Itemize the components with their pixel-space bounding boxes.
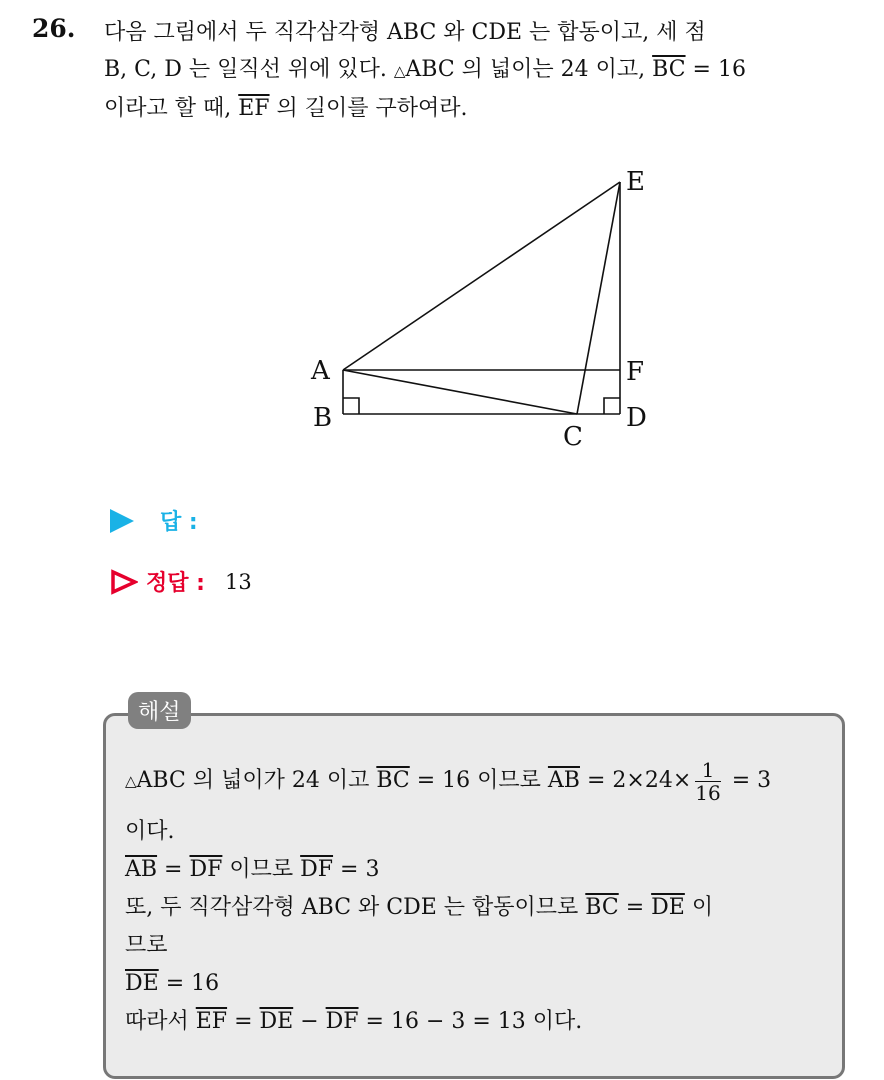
solution-text <box>125 757 835 1041</box>
solution-line-3: $\overline{AB} = \overline{DF}$ 이므로 $\overline{DF} = 3$ <box>125 857 380 882</box>
segment-ac <box>343 370 577 414</box>
geometry-figure <box>300 160 680 460</box>
answer-row <box>110 505 198 536</box>
solution-line-1: △ ABC 의 넓이가 24 이고 $\overline{BC}$ = 16 이므로 $\overline{AB}$ = 2×24× $\frac{1}{16}$ = 3 <box>125 757 772 805</box>
correct-answer-row <box>110 566 252 597</box>
solution-line-6: $\overline{DE} = 16$ <box>125 971 220 996</box>
correct-answer-label: 정답 : <box>146 571 205 596</box>
label-e: E <box>626 167 645 197</box>
right-angle-d <box>604 398 620 414</box>
solution-line-2: 이다. <box>125 819 175 844</box>
solution-line-5: 므로 <box>125 933 168 958</box>
label-d: D <box>626 403 647 433</box>
segment-bc: $\overline{BC}$ <box>652 57 686 82</box>
problem-line-3: 이라고 할 때, $\overline{EF}$ 의 길이를 구하여라. <box>104 96 468 121</box>
label-f: F <box>626 357 645 387</box>
outline-triangle-icon <box>110 569 138 595</box>
correct-answer-value: 13 <box>224 569 252 594</box>
problem-line-2: B, C, D 는 일직선 위에 있다. △ABC 의 넓이는 24 이고, $\overline{BC} = 16$ <box>104 57 746 82</box>
triangle-symbol: △ <box>393 62 406 80</box>
right-angle-b <box>343 398 359 414</box>
segment-ae <box>343 182 620 370</box>
label-a: A <box>311 356 330 386</box>
problem-line-1: 다음 그림에서 두 직각삼각형 ABC 와 CDE 는 합동이고, 세 점 <box>104 20 706 45</box>
fraction: $\frac{1}{16}$ <box>695 757 721 805</box>
solution-line-7: 따라서 $\overline{EF} = \overline{DE} - \overline{DF} = 16 - 3 = 13$ 이다. <box>125 1009 583 1034</box>
solution-line-4: 또, 두 직각삼각형 ABC 와 CDE 는 합동이므로 $\overline{BC} = \overline{DE}$ 이 <box>125 895 714 920</box>
problem-text <box>104 14 864 127</box>
problem-number: 26. <box>32 14 76 43</box>
solution-tag: 해설 <box>128 692 191 729</box>
label-c: C <box>563 422 583 452</box>
segment-ef: $\overline{EF}$ <box>238 96 270 121</box>
label-b: B <box>313 403 333 433</box>
segment-ce <box>577 182 620 414</box>
answer-label: 답 : <box>160 510 198 535</box>
play-triangle-icon <box>110 509 134 533</box>
